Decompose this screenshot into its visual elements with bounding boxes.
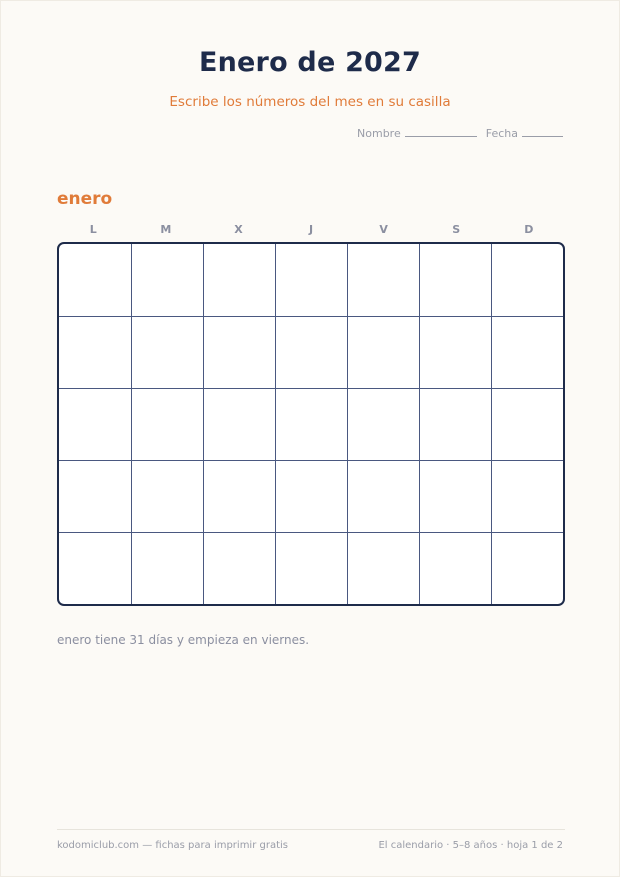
day-cell[interactable] <box>275 532 347 604</box>
weekday-monday: L <box>89 223 97 236</box>
day-cell[interactable] <box>491 388 563 460</box>
day-cell[interactable] <box>275 460 347 532</box>
day-cell[interactable] <box>131 388 203 460</box>
day-cell[interactable] <box>419 460 491 532</box>
weekday-sunday: D <box>524 223 534 236</box>
grid-column-line <box>131 244 132 604</box>
day-cell[interactable] <box>203 460 275 532</box>
day-cell[interactable] <box>275 316 347 388</box>
grid-column-line <box>203 244 204 604</box>
day-cell[interactable] <box>491 460 563 532</box>
day-cell[interactable] <box>203 316 275 388</box>
page-title: Enero de 2027 <box>198 47 422 78</box>
footer-divider <box>57 829 565 830</box>
day-cell[interactable] <box>59 316 131 388</box>
date-blank-line[interactable] <box>522 127 563 137</box>
day-cell[interactable] <box>59 244 131 316</box>
weekday-tuesday: M <box>160 223 172 236</box>
day-cell[interactable] <box>419 244 491 316</box>
grid-row-line <box>59 316 563 317</box>
day-cell[interactable] <box>491 316 563 388</box>
day-cell[interactable] <box>275 388 347 460</box>
date-label: Fecha <box>485 127 518 140</box>
day-cell[interactable] <box>491 532 563 604</box>
grid-row-line <box>59 460 563 461</box>
month-label: enero <box>57 189 113 209</box>
grid-row-line <box>59 388 563 389</box>
name-blank-line[interactable] <box>405 127 477 137</box>
day-cell[interactable] <box>203 532 275 604</box>
day-cell[interactable] <box>59 388 131 460</box>
day-cell[interactable] <box>347 316 419 388</box>
day-cell[interactable] <box>419 532 491 604</box>
day-cell[interactable] <box>131 244 203 316</box>
weekday-friday: V <box>379 223 388 236</box>
page-subtitle: Escribe los números del mes en su casilla <box>169 94 451 110</box>
grid-row-line <box>59 532 563 533</box>
day-cell[interactable] <box>203 244 275 316</box>
weekday-header <box>57 223 565 236</box>
day-cell[interactable] <box>347 532 419 604</box>
day-cell[interactable] <box>347 244 419 316</box>
day-cell[interactable] <box>275 244 347 316</box>
weekday-thursday: J <box>308 223 314 236</box>
day-cell[interactable] <box>347 388 419 460</box>
weekday-wednesday: X <box>234 223 243 236</box>
day-cell[interactable] <box>59 532 131 604</box>
day-cell[interactable] <box>203 388 275 460</box>
weekday-saturday: S <box>452 223 461 236</box>
day-cell[interactable] <box>131 460 203 532</box>
day-cell[interactable] <box>131 316 203 388</box>
grid-column-line <box>419 244 420 604</box>
date-field[interactable] <box>486 127 563 140</box>
month-note: enero tiene 31 días y empieza en viernes. <box>57 633 310 647</box>
grid-column-line <box>347 244 348 604</box>
day-cell[interactable] <box>491 244 563 316</box>
footer-site-credit: kodomiclub.com — fichas para imprimir gratis <box>57 840 289 851</box>
name-label: Nombre <box>357 127 401 140</box>
name-field[interactable] <box>357 127 477 140</box>
day-cell[interactable] <box>419 388 491 460</box>
grid-column-line <box>491 244 492 604</box>
day-cell[interactable] <box>347 460 419 532</box>
calendar-grid <box>57 242 565 606</box>
day-cell[interactable] <box>419 316 491 388</box>
day-cell[interactable] <box>131 532 203 604</box>
grid-column-line <box>275 244 276 604</box>
student-fields <box>357 127 563 140</box>
day-cell[interactable] <box>59 460 131 532</box>
footer-sheet-info: El calendario · 5–8 años · hoja 1 de 2 <box>378 840 563 851</box>
